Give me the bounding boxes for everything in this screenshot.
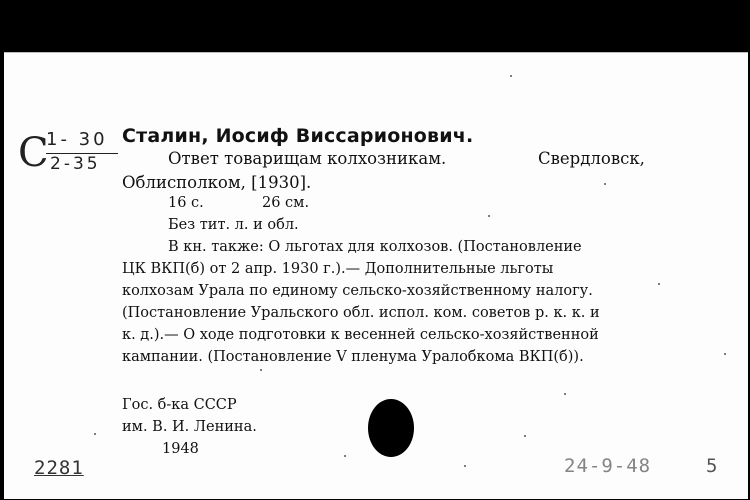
size: 26 см.: [262, 195, 310, 211]
contents-line-1: В кн. также: О льготах для колхозов. (Постановление: [168, 239, 582, 255]
speck: [464, 465, 466, 467]
contents-line-4: (Постановление Уральского обл. испол. ком. советов р. к. к. и: [122, 305, 600, 321]
call-number-top: 1- 30: [46, 129, 108, 150]
publisher-line: Облисполком, [1930].: [122, 173, 312, 192]
contents-line-3: колхозам Урала по единому сельско-хозяйственному налогу.: [122, 283, 593, 299]
library-line-1: Гос. б-ка СССР: [122, 397, 237, 413]
title-line: Ответ товарищам колхозникам.: [168, 149, 447, 168]
speck: [510, 75, 512, 77]
speck: [94, 433, 96, 435]
library-year: 1948: [162, 441, 199, 457]
place-line: Свердловск,: [538, 149, 645, 168]
speck: [344, 455, 346, 457]
speck: [604, 183, 606, 185]
pages: 16 с.: [168, 195, 204, 211]
catalog-card: [4, 52, 748, 499]
date-stamp: 24-9-48: [564, 455, 652, 477]
speck: [260, 369, 262, 371]
contents-line-2: ЦК ВКП(б) от 2 апр. 1930 г.).— Дополнительные льготы: [122, 261, 554, 277]
punch-hole: [368, 399, 414, 457]
speck: [724, 353, 726, 355]
library-line-2: им. В. И. Ленина.: [122, 419, 257, 435]
contents-line-5: к. д.).— О ходе подготовки к весенней сельско-хозяйственной: [122, 327, 599, 343]
mark-stamp: 5: [706, 455, 718, 477]
contents-line-6: кампании. (Постановление V пленума Уралобкома ВКП(б)).: [122, 349, 584, 365]
speck: [488, 215, 490, 217]
speck: [658, 283, 660, 285]
call-number-prefix: C: [18, 130, 49, 176]
note-line: Без тит. л. и обл.: [168, 217, 299, 233]
speck: [564, 393, 566, 395]
inventory-stamp: 2281: [34, 457, 84, 479]
author-heading: Сталин, Иосиф Виссарионович.: [122, 125, 474, 147]
speck: [524, 435, 526, 437]
call-number-bottom: 2-35: [50, 154, 101, 174]
